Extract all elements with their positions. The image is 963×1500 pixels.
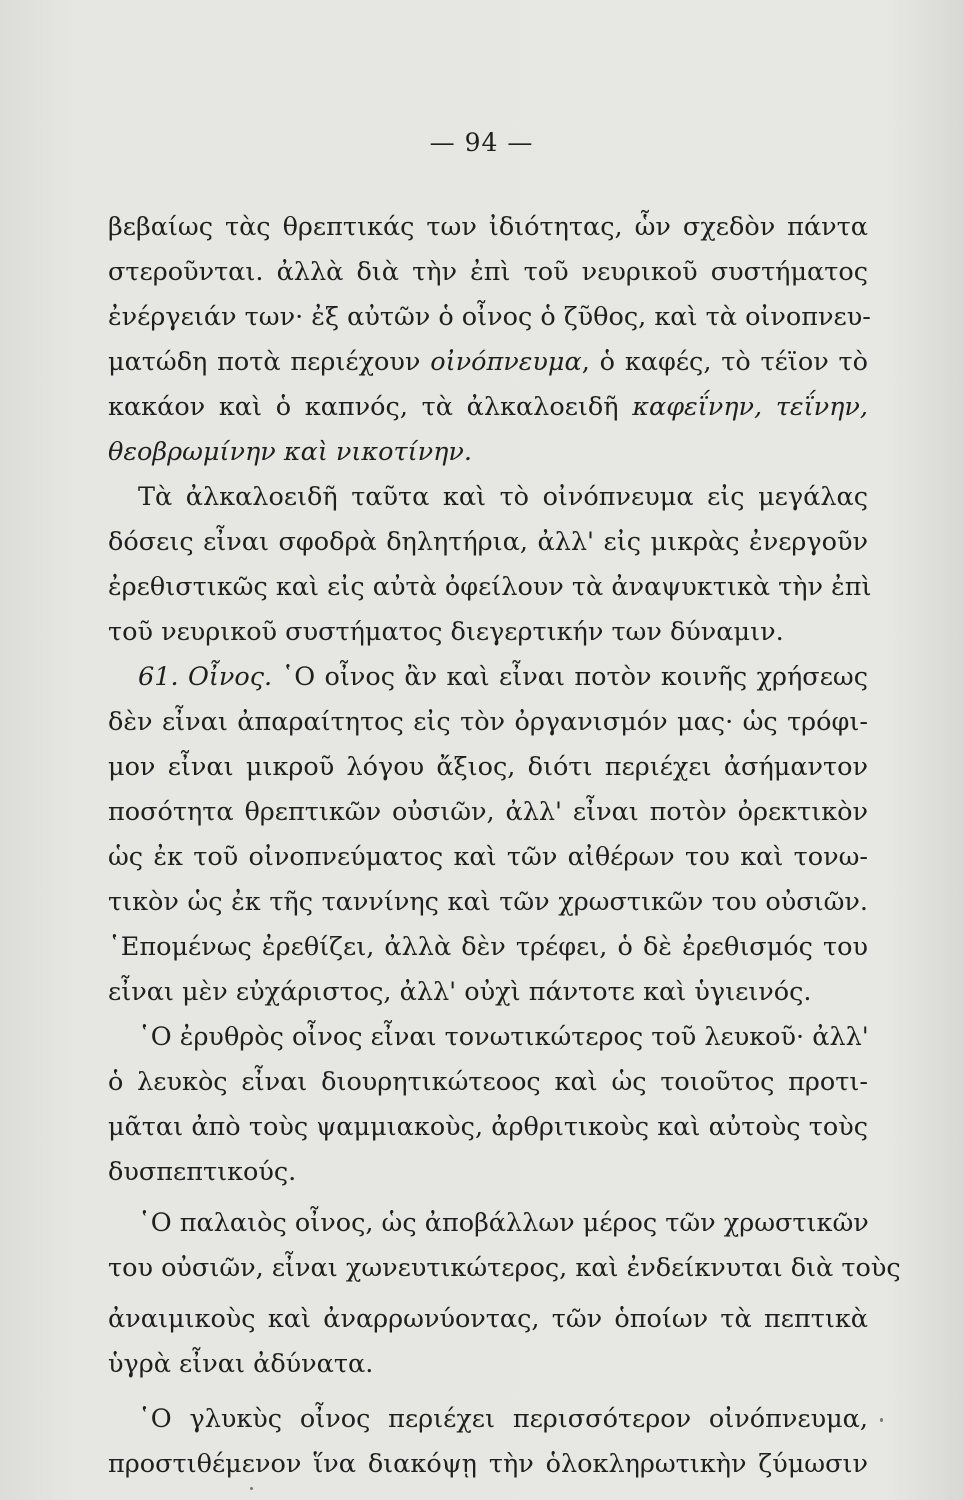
text-line: ῾Ο γλυκὺς οἶνος περιέχει περισσότερον οἰνόπνευμα, xyxy=(138,1404,868,1434)
text-line: στεροῦνται. ἀλλὰ διὰ τὴν ἐπὶ τοῦ νευρικοῦ συστήματος xyxy=(108,257,868,287)
text-line: ῾Επομένως ἐρεθίζει, ἀλλὰ δὲν τρέφει, ὁ δὲ ἐρεθισμός του xyxy=(108,932,868,962)
text-line: τοῦ νευρικοῦ συστήματος διεγερτικήν των δύναμιν. xyxy=(108,617,784,647)
text-segment: , ὁ καφές, τὸ τέϊον τὸ xyxy=(581,347,869,377)
italic-term: οἰνόπνευμα xyxy=(430,347,582,377)
text-line xyxy=(108,385,868,430)
page-number: — 94 — xyxy=(429,128,534,157)
text-line: δόσεις εἶναι σφοδρὰ δηλητήρια, ἀλλ' εἰς μικρὰς ἐνεργοῦν xyxy=(108,527,868,557)
text-line: ἐρεθιστικῶς καὶ εἰς αὐτὰ ὀφείλουν τὰ ἀναψυκτικὰ τὴν ἐπὶ xyxy=(108,572,872,602)
text-line: ῾Ο παλαιὸς οἶνος, ὡς ἀποβάλλων μέρος τῶν χρωστικῶν xyxy=(138,1208,869,1238)
text-line: Τὰ ἀλκαλοειδῆ ταῦτα καὶ τὸ οἰνόπνευμα εἰς μεγάλας xyxy=(138,482,868,512)
text-line: του οὐσιῶν, εἶναι χωνευτικώτερος, καὶ ἐνδείκνυται διὰ τοὺς xyxy=(108,1253,901,1283)
text-line: ἀναιμικοὺς καὶ ἀναρρωνύοντας, τῶν ὁποίων τὰ πεπτικὰ xyxy=(108,1304,868,1334)
text-line: ὡς ἐκ τοῦ οἰνοπνεύματος καὶ τῶν αἰθέρων του καὶ τονω- xyxy=(108,842,868,872)
text-line: ποσότητα θρεπτικῶν οὐσιῶν, ἀλλ' εἶναι ποτὸν ὀρεκτικὸν xyxy=(108,797,868,827)
text-line xyxy=(108,340,868,385)
text-line: τικὸν ὡς ἐκ τῆς ταννίνης καὶ τῶν χρωστικῶν του οὐσιῶν. xyxy=(108,887,868,917)
text-line: βεβαίως τὰς θρεπτικάς των ἰδιότητας, ὧν σχεδὸν πάντα xyxy=(108,212,868,242)
text-line: δὲν εἶναι ἀπαραίτητος εἰς τὸν ὀργανισμόν μας· ὡς τρόφι- xyxy=(108,707,868,737)
paper-speck xyxy=(880,1418,883,1422)
paper-speck xyxy=(250,1487,253,1490)
text-line: δυσπεπτικούς. xyxy=(108,1157,297,1187)
section-heading: 61. Οἶνος. xyxy=(138,662,273,692)
text-segment: ῾Ο οἶνος ἂν καὶ εἶναι ποτὸν κοινῆς χρήσεως xyxy=(281,662,868,692)
text-segment: κακάον καὶ ὁ καπνός, τὰ ἀλκαλοειδῆ xyxy=(108,392,619,422)
text-line: εἶναι μὲν εὐχάριστος, ἀλλ' οὐχὶ πάντοτε καὶ ὑγιεινός. xyxy=(108,977,812,1007)
italic-term: καφεΐνην, τεΐνην, xyxy=(632,392,868,422)
text-line: ὁ λευκὸς εἶναι διουρητικώτεοος καὶ ὡς τοιοῦτος προτι- xyxy=(108,1067,868,1097)
text-line-italic: θεοβρωμίνην καὶ νικοτίνην. xyxy=(108,437,472,467)
text-line: ῾Ο ἐρυθρὸς οἶνος εἶναι τονωτικώτερος τοῦ λευκοῦ· ἀλλ' xyxy=(138,1022,869,1052)
text-line: μᾶται ἀπὸ τοὺς ψαμμιακοὺς, ἀρθριτικοὺς καὶ αὐτοὺς τοὺς xyxy=(108,1112,868,1142)
body-text xyxy=(108,205,901,1487)
section-heading-line xyxy=(108,655,868,700)
text-segment: ματώδη ποτὰ περιέχουν xyxy=(108,347,421,377)
text-line: προστιθέμενον ἵνα διακόψῃ τὴν ὁλοκληρωτικὴν ζύμωσιν xyxy=(108,1449,868,1479)
text-line: ὑγρὰ εἶναι ἀδύνατα. xyxy=(108,1349,374,1379)
text-line: μον εἶναι μικροῦ λόγου ἄξιος, διότι περιέχει ἀσήμαντον xyxy=(108,752,868,782)
text-line: ἐνέργειάν των· ἐξ αὐτῶν ὁ οἶνος ὁ ζῦθος, καὶ τὰ οἰνοπνευ- xyxy=(108,302,871,332)
